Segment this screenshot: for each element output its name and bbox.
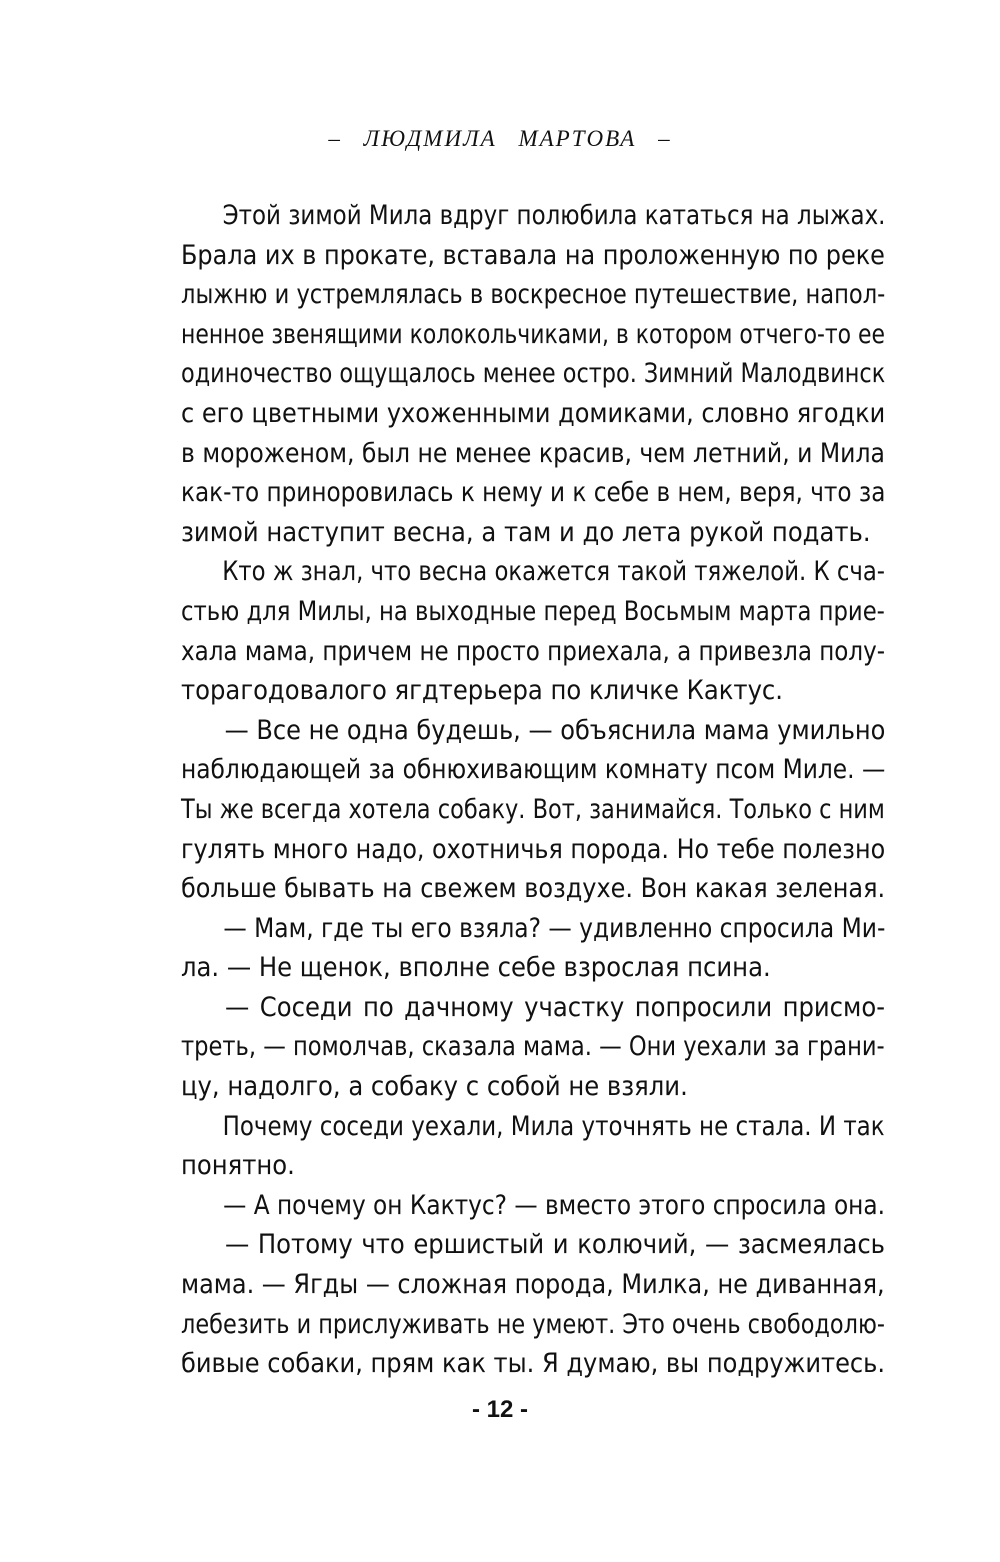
body-text bbox=[181, 196, 885, 1384]
text-line: с его цветными ухоженными домиками, словно ягодки bbox=[181, 397, 886, 429]
text-line: понятно. bbox=[181, 1150, 295, 1182]
text-line: — Потому что ершистый и колючий, — засмеялась bbox=[225, 1229, 885, 1261]
text-line: Кто ж знал, что весна окажется такой тяжелой. К сча- bbox=[222, 556, 886, 588]
text-line: — Соседи по дачному участку попросили присмо- bbox=[225, 991, 885, 1023]
paragraph bbox=[181, 711, 885, 909]
paragraph bbox=[181, 196, 885, 552]
text-line: ненное звенящими колокольчиками, в котором отчего-то ее bbox=[181, 318, 886, 350]
text-line: как-то приноровилась к нему и к себе в нем, веря, что за bbox=[181, 477, 886, 509]
paragraph bbox=[181, 1107, 885, 1186]
text-line: больше бывать на свежем воздухе. Вон какая зеленая. bbox=[181, 873, 886, 905]
text-line: Ты же всегда хотела собаку. Вот, занимайся. Только с ним bbox=[181, 793, 885, 825]
paragraph bbox=[181, 1225, 885, 1383]
running-header: – ЛЮДМИЛА МАРТОВА – bbox=[328, 126, 672, 151]
text-line: — Все не одна будешь, — объяснила мама умильно bbox=[224, 714, 886, 746]
text-line: одиночество ощущалось менее остро. Зимний Малодвинск bbox=[181, 358, 886, 390]
paragraph bbox=[181, 988, 885, 1107]
text-line: Этой зимой Мила вдруг полюбила кататься на лыжах. bbox=[222, 200, 886, 231]
text-line: лыжню и устремлялась в воскресное путешествие, напол- bbox=[181, 279, 886, 311]
paragraph bbox=[181, 1186, 885, 1226]
text-line: гулять много надо, охотничья порода. Но тебе полезно bbox=[181, 833, 886, 865]
page-number: - 12 - bbox=[471, 1396, 528, 1423]
paragraph bbox=[181, 552, 885, 710]
text-line: цу, надолго, а собаку с собой не взяли. bbox=[181, 1071, 688, 1103]
text-line: Брала их в прокате, вставала на проложенную по реке bbox=[181, 239, 885, 271]
text-line: ла. — Не щенок, вполне себе взрослая псина. bbox=[181, 952, 771, 984]
text-line: зимой наступит весна, а там и до лета рукой подать. bbox=[181, 516, 871, 548]
text-line: бивые собаки, прям как ты. Я думаю, вы подружитесь. bbox=[181, 1348, 886, 1380]
text-line: стью для Милы, на выходные перед Восьмым марта прие- bbox=[181, 595, 885, 627]
text-line: треть, — помолчав, сказала мама. — Они уехали за грани- bbox=[181, 1031, 885, 1063]
text-line: лебезить и прислуживать не умеют. Это очень свободолю- bbox=[181, 1308, 885, 1340]
paragraph bbox=[181, 909, 885, 988]
text-line: наблюдающей за обнюхивающим комнату псом Миле. — bbox=[181, 754, 886, 786]
text-line: Почему соседи уехали, Мила уточнять не стала. И так bbox=[222, 1110, 885, 1142]
text-line: — Мам, где ты его взяла? — удивленно спросила Ми- bbox=[223, 912, 886, 944]
text-line: в мороженом, был не менее красив, чем летний, и Мила bbox=[181, 437, 885, 469]
text-line: — А почему он Кактус? — вместо этого спросила она. bbox=[223, 1189, 885, 1221]
text-line: торагодовалого ягдтерьера по кличке Кактус. bbox=[181, 675, 784, 707]
text-line: мама. — Ягды — сложная порода, Милка, не диванная, bbox=[181, 1269, 885, 1301]
text-line: хала мама, причем не просто приехала, а привезла полу- bbox=[181, 635, 886, 667]
